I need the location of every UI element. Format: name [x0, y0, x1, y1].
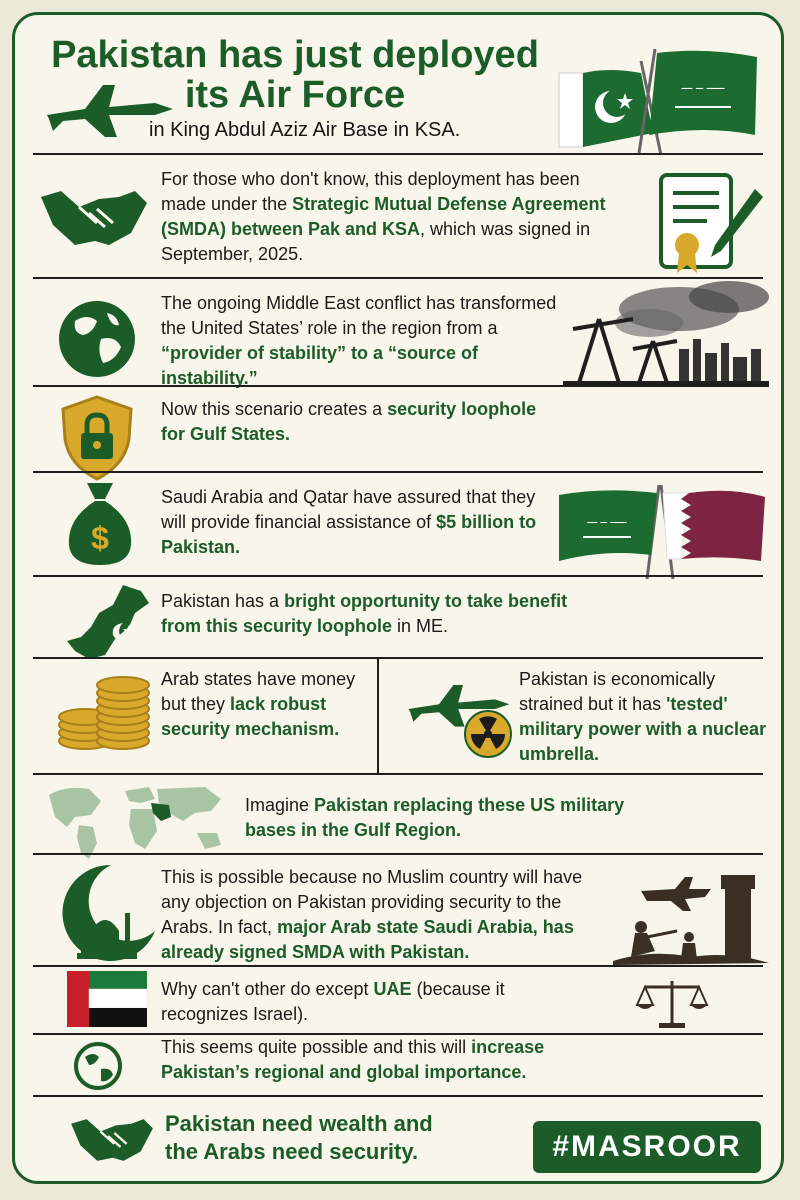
pak-military-text: [519, 667, 769, 767]
opportunity-text-plain: Pakistan has a: [161, 591, 285, 611]
conflict-highlight: “provider of stability” to a “source of instability.”: [161, 343, 479, 388]
divider: [33, 853, 763, 855]
arab-money-text-plain: Arab states have money but they: [161, 669, 356, 714]
muslim-text-plain: This is possible because no Muslim country will have any objection on Pakistan providing security to the Arabs. In fact,: [161, 867, 583, 937]
arab-money-highlight: lack robust security mechanism.: [161, 694, 340, 739]
gold-coins-icon: [55, 669, 155, 753]
small-globe-icon: [73, 1041, 123, 1091]
finance-text-plain: Saudi Arabia and Qatar have assured that they will provide financial assistance of: [161, 487, 536, 532]
saudi-flag-icon: [635, 45, 765, 155]
importance-highlight: increase Pakistan’s regional and global importance.: [161, 1037, 545, 1082]
smda-text-end: , which was signed in September, 2025.: [161, 219, 591, 264]
opportunity-highlight: bright opportunity to take benefit from this security loophole: [161, 591, 568, 636]
importance-text-plain: This seems quite possible and this will: [161, 1037, 472, 1057]
svg-text:ـــــ ــ ـــ: ـــــ ــ ـــ: [681, 78, 725, 92]
globe-icon: [57, 299, 137, 379]
finance-text: [161, 485, 541, 560]
divider: [33, 385, 763, 387]
page-title-line2: its Air Force: [184, 74, 406, 116]
saudi-flag-icon: [555, 479, 665, 579]
loophole-text-plain: Now this scenario creates a: [161, 399, 388, 419]
uae-text-plain: Why can't other do except: [161, 979, 374, 999]
handshake-icon: [69, 1113, 155, 1167]
importance-text: [161, 1035, 561, 1085]
arab-money-text: [161, 667, 361, 742]
conflict-text-plain: The ongoing Middle East conflict has transformed the United States’ role in the region from a: [161, 293, 557, 338]
pak-military-highlight: 'tested' military power with a nuclear umbrella.: [519, 694, 767, 764]
uae-highlight: UAE: [373, 979, 412, 999]
column-divider: [377, 657, 379, 773]
crescent-mosque-icon: [51, 861, 161, 965]
loophole-text: [161, 397, 561, 447]
divider: [33, 965, 763, 967]
uae-flag-icon: [67, 971, 147, 1027]
page-subtitle: in King Abdul Aziz Air Base in KSA.: [149, 119, 461, 141]
opportunity-text: [161, 589, 581, 639]
loophole-highlight: security loophole for Gulf States.: [161, 399, 537, 444]
uae-text: [161, 977, 581, 1027]
divider: [33, 657, 763, 659]
opportunity-text-end: in ME.: [392, 616, 449, 636]
smda-highlight: Strategic Mutual Defense Agreement (SMDA) between Pak and KSA: [161, 194, 606, 239]
handshake-icon: [39, 183, 149, 253]
money-bag-icon: [65, 479, 135, 569]
qatar-flag-icon: [651, 479, 769, 579]
hashtag-badge: #MASROOR: [533, 1121, 761, 1173]
padlock-shield-icon: [59, 395, 135, 481]
nuclear-symbol-icon: [463, 709, 513, 759]
imagine-highlight: Pakistan replacing these US military bases in the Gulf Region.: [245, 795, 625, 840]
page-title-line1: Pakistan has just deployed: [51, 34, 539, 76]
infographic-frame: [12, 12, 784, 1184]
divider: [33, 575, 763, 577]
closing-line2: the Arabs need security.: [165, 1139, 419, 1164]
divider: [33, 153, 763, 155]
finance-highlight: $5 billion to Pakistan.: [161, 512, 537, 557]
muslim-highlight: major Arab state Saudi Arabia, has already signed SMDA with Pakistan.: [161, 917, 574, 962]
uae-text-end: (because it recognizes Israel).: [161, 979, 505, 1024]
scales-icon: [637, 977, 707, 1029]
conflict-text: [161, 291, 571, 391]
svg-text:ـــــ ــ ـــ: ـــــ ــ ـــ: [587, 513, 627, 526]
document-pen-icon: [655, 169, 765, 281]
oil-derricks-smoke-icon: [559, 279, 769, 389]
soldiers-tower-icon: [611, 861, 771, 965]
closing-line1: Pakistan need wealth and: [165, 1111, 433, 1136]
svg-text:$: $: [91, 520, 109, 556]
divider: [33, 773, 763, 775]
fighter-jet-icon: [45, 75, 175, 145]
smda-text: [161, 167, 621, 267]
imagine-text: [245, 793, 645, 843]
world-map-icon: [45, 781, 235, 861]
smda-text-plain: For those who don't know, this deployment has been made under the: [161, 169, 580, 214]
divider: [33, 471, 763, 473]
imagine-text-plain: Imagine: [245, 795, 315, 815]
pakistan-map-icon: [65, 583, 155, 663]
divider: [33, 1095, 763, 1097]
pak-military-text-plain: Pakistan is economically strained but it has: [519, 669, 716, 714]
closing-statement: [165, 1110, 433, 1166]
muslim-text: [161, 865, 601, 965]
